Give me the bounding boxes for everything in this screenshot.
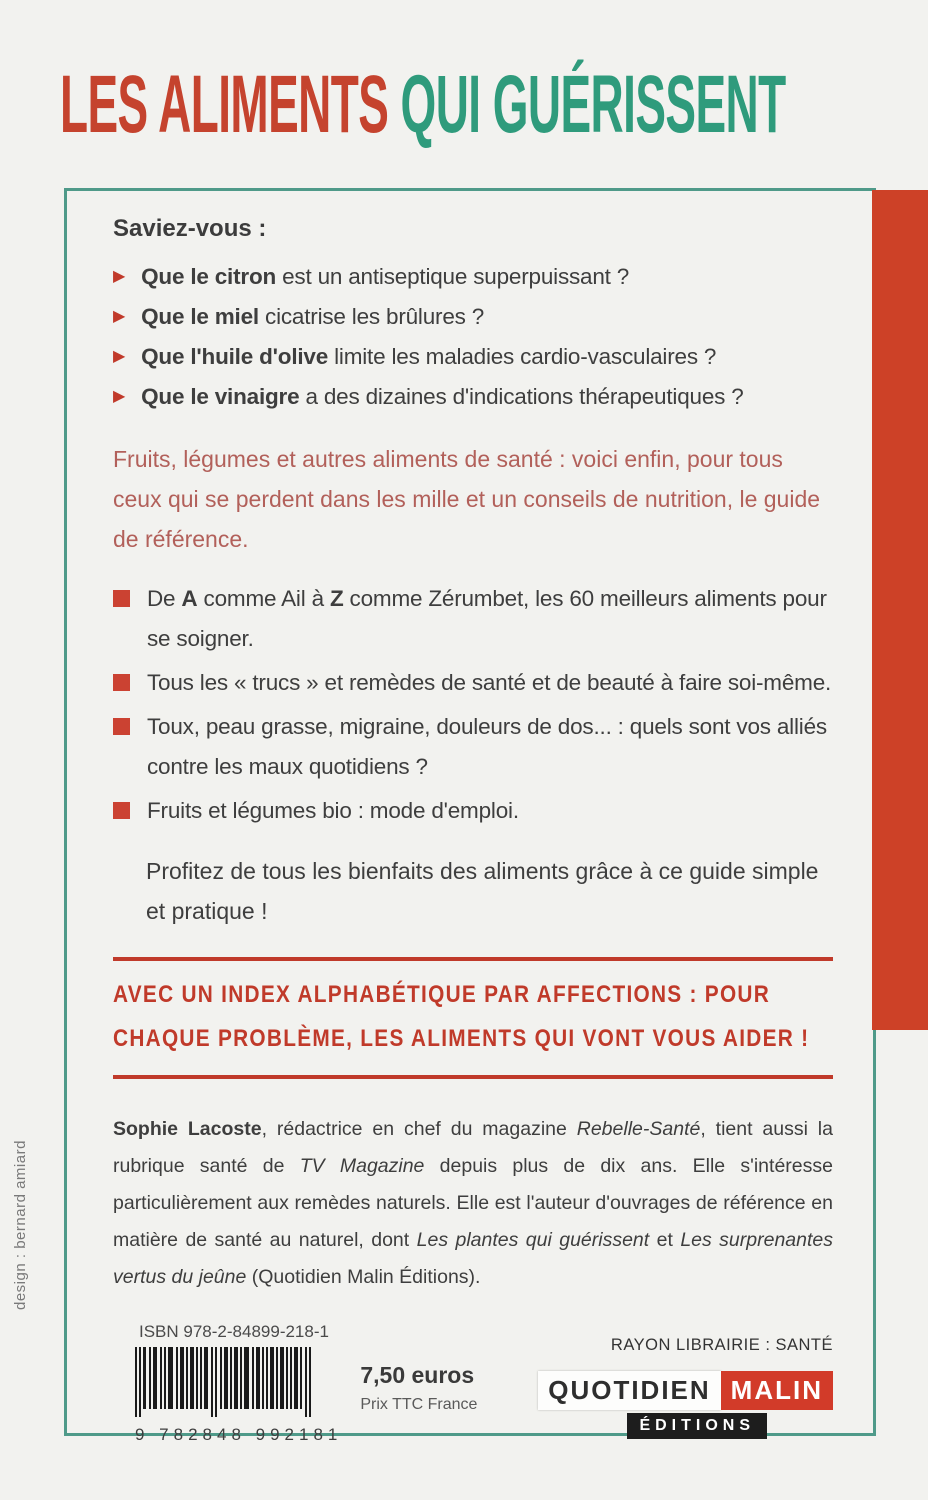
- triangle-bullet-icon: ▶: [113, 388, 126, 405]
- feature-text: Tous les « trucs » et remèdes de santé et de beauté à faire soi-même.: [147, 670, 832, 695]
- isbn-text: ISBN 978-2-84899-218-1: [139, 1322, 329, 1341]
- fact-item: [113, 297, 833, 337]
- logo-editions: ÉDITIONS: [627, 1413, 767, 1439]
- square-bullet-icon: [113, 802, 130, 819]
- isbn-block: [135, 1322, 477, 1445]
- index-banner: [113, 957, 833, 1079]
- publisher-logo: [538, 1371, 833, 1439]
- fact-text: Que l'huile d'olive limite les maladies cardio-vasculaires ?: [141, 344, 717, 369]
- feature-item: [113, 707, 833, 787]
- fact-item: [113, 257, 833, 297]
- publisher-block: [538, 1336, 833, 1439]
- banner-line: AVEC UN INDEX ALPHABÉTIQUE PAR AFFECTIONS : POUR: [113, 981, 771, 1008]
- feature-item: [113, 579, 833, 659]
- banner-line: CHAQUE PROBLÈME, LES ALIMENTS QUI VONT VOUS AIDER !: [113, 1025, 810, 1052]
- triangle-bullet-icon: ▶: [113, 348, 126, 365]
- shelf-category: RAYON LIBRAIRIE : SANTÉ: [610, 1336, 833, 1354]
- content-panel: [64, 188, 876, 1444]
- feature-item: [113, 791, 833, 831]
- design-credit: design : bernard amiard: [12, 1140, 29, 1310]
- footer: [113, 1322, 833, 1445]
- logo-quotidien: QUOTIDIEN: [538, 1371, 720, 1410]
- triangle-bullet-icon: ▶: [113, 308, 126, 325]
- price-block: [360, 1362, 477, 1445]
- square-bullet-icon: [113, 674, 130, 691]
- fact-item: [113, 337, 833, 377]
- logo-malin: MALIN: [721, 1371, 833, 1410]
- book-title-part-red: LES ALIMENTS: [60, 59, 389, 150]
- price-note: Prix TTC France: [360, 1396, 478, 1413]
- intro-heading: Saviez-vous :: [113, 215, 267, 242]
- fact-text: Que le miel cicatrise les brûlures ?: [141, 304, 485, 329]
- feature-item: [113, 663, 833, 703]
- features-list: [113, 579, 833, 831]
- triangle-bullet-icon: ▶: [113, 268, 126, 285]
- feature-text: Fruits et légumes bio : mode d'emploi.: [147, 798, 519, 823]
- author-bio: Sophie Lacoste, rédactrice en chef du magazine Rebelle-Santé, tient aussi la rubrique santé de TV Magazine depuis plus de dix ans. Elle s'intéresse particulièrement aux remèdes naturels. Elle est l'auteur d'ouvrages de référence en matière de santé au naturel, dont Les plantes qui guérissent et Les surprenantes vertus du jeûne (Quotidien Malin Éditions).: [113, 1118, 833, 1288]
- book-title: [60, 59, 786, 150]
- fact-item: [113, 377, 833, 417]
- red-side-stripe: [872, 190, 928, 1030]
- closing-paragraph: Profitez de tous les bienfaits des aliments grâce à ce guide simple et pratique !: [146, 858, 819, 924]
- square-bullet-icon: [113, 718, 130, 735]
- facts-list: [113, 257, 833, 417]
- fact-text: Que le vinaigre a des dizaines d'indications thérapeutiques ?: [141, 384, 744, 409]
- barcode-digits: 9 782848 992181: [135, 1425, 343, 1444]
- square-bullet-icon: [113, 590, 130, 607]
- feature-text: Toux, peau grasse, migraine, douleurs de dos... : quels sont vos alliés contre les maux quotidiens ?: [147, 714, 827, 779]
- book-title-part-green: QUI GUÉRISSENT: [388, 59, 786, 150]
- price: 7,50 euros: [360, 1362, 475, 1388]
- fact-text: Que le citron est un antiseptique superpuissant ?: [141, 264, 630, 289]
- barcode: [135, 1347, 317, 1417]
- feature-text: De A comme Ail à Z comme Zérumbet, les 60 meilleurs aliments pour se soigner.: [147, 586, 827, 651]
- lead-paragraph: Fruits, légumes et autres aliments de santé : voici enfin, pour tous ceux qui se perdent dans les mille et un conseils de nutrition, le guide de référence.: [113, 446, 821, 552]
